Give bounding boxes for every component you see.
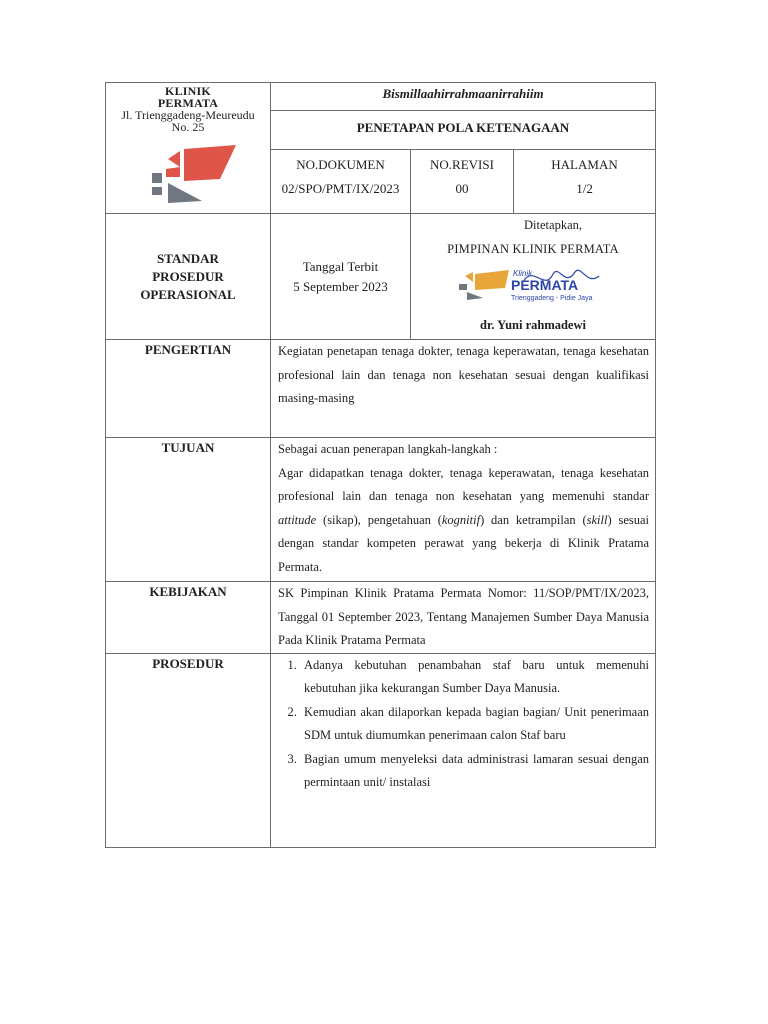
document-title: PENETAPAN POLA KETENAGAAN <box>271 110 656 149</box>
tujuan-kognitif: kognitif <box>441 512 481 527</box>
tujuan-p4: ) sesuai dengan standar kompeten perawat yang bekerja di Klinik Pratama Permata. <box>278 512 650 574</box>
sop-table <box>105 82 656 848</box>
tujuan-p1: Agar didapatkan tenaga dokter, tenaga keperawatan, tenaga kesehatan profesional lain dan tenaga non kesehatan yang memenuhi standar <box>278 465 650 503</box>
bismillah: Bismillaahirrahmaanirrahiim <box>271 83 656 111</box>
logo-grey-small <box>152 187 162 195</box>
prosedur-list <box>278 654 649 795</box>
ditetapkan-label: Ditetapkan, <box>524 218 582 232</box>
logo-red-triangle <box>168 151 180 167</box>
no-revisi-label: NO.REVISI <box>430 156 494 172</box>
stamp-grey-shape-1 <box>459 284 467 290</box>
stamp-grey-shape-2 <box>467 292 483 300</box>
tanggal-terbit-label: Tanggal Terbit <box>302 258 379 274</box>
clinic-header <box>106 83 271 214</box>
no-dokumen-label: NO.DOKUMEN <box>296 156 385 172</box>
no-dokumen-value: 02/SPO/PMT/IX/2023 <box>281 180 400 196</box>
logo-red-shape <box>184 145 236 181</box>
tujuan-attitude: attitude <box>278 512 317 527</box>
prosedur-item: 2. Kemudian akan dilaporkan kepada bagian bagian/ Unit penerimaan SDM untuk diumumkan penerimaan calon Staf baru <box>300 701 649 748</box>
signature-stamp <box>411 262 655 310</box>
pengertian-body <box>271 340 656 438</box>
tujuan-p2: (sikap), pengetahuan ( <box>316 512 442 527</box>
prosedur-item: 3. Bagian umum menyeleksi data administrasi lamaran sesuai dengan permintaan unit/ instalasi <box>300 748 649 795</box>
clinic-name-line1: KLINIK <box>165 84 211 98</box>
stamp-orange-small <box>465 272 473 282</box>
clinic-address-line2: No. 25 <box>171 120 205 134</box>
logo-grey-square <box>152 173 162 183</box>
sop-label-line3: OPERASIONAL <box>140 286 236 302</box>
no-dokumen-cell <box>271 149 411 213</box>
halaman-label: HALAMAN <box>551 156 618 172</box>
halaman-value: 1/2 <box>576 180 593 196</box>
prosedur-label: PROSEDUR <box>106 653 271 847</box>
pengertian-text: Kegiatan penetapan tenaga dokter, tenaga keperawatan, tenaga kesehatan profesional lain dan tenaga non kesehatan sesuai dengan kualifikasi masing-masing <box>278 344 650 405</box>
sop-label-line1: STANDAR <box>157 250 219 266</box>
logo-red-small <box>166 167 180 177</box>
pengertian-label: PENGERTIAN <box>106 340 271 438</box>
tujuan-label: TUJUAN <box>106 438 271 582</box>
clinic-logo <box>106 143 270 213</box>
tujuan-body <box>271 438 656 582</box>
prosedur-item: 1. Adanya kebutuhan penambahan staf baru untuk memenuhi kebutuhan jika kekurangan Sumber Daya Manusia. <box>300 654 649 701</box>
kebijakan-text: SK Pimpinan Klinik Pratama Permata Nomor: 11/SOP/PMT/IX/2023, Tanggal 01 September 2023, Tentang Manajemen Sumber Daya Manusia Pada Klinik Pratama Permata <box>278 586 650 647</box>
no-revisi-cell <box>411 149 514 213</box>
kebijakan-label: KEBIJAKAN <box>106 582 271 654</box>
kebijakan-body <box>271 582 656 654</box>
tujuan-skill: skill <box>586 512 608 527</box>
clinic-address-line1: Jl. Trienggadeng-Meureudu <box>121 108 255 122</box>
stamp-permata-text: PERMATA <box>511 277 579 293</box>
halaman-cell <box>514 149 656 213</box>
doctor-name: dr. Yuni rahmadewi <box>480 318 586 332</box>
stamp-klinik-text: Klinik <box>513 269 533 278</box>
logo-grey-triangle <box>168 183 202 203</box>
tujuan-paragraph <box>278 462 649 580</box>
sop-label <box>106 214 271 340</box>
stamp-sub-text: Trienggadeng - Pidie Jaya <box>511 295 593 302</box>
tujuan-line1: Sebagai acuan penerapan langkah-langkah : <box>278 442 498 456</box>
tanggal-terbit-value: 5 September 2023 <box>293 278 388 294</box>
stamp-orange-shape <box>475 270 509 290</box>
prosedur-body <box>271 653 656 847</box>
tanggal-terbit-cell <box>271 214 411 340</box>
pimpinan-label: PIMPINAN KLINIK PERMATA <box>447 242 619 256</box>
clinic-name-line2: PERMATA <box>157 96 219 110</box>
no-revisi-value: 00 <box>455 180 469 196</box>
tujuan-p3: ) dan ketrampilan ( <box>480 512 587 527</box>
sop-label-line2: PROSEDUR <box>152 268 224 284</box>
ditetapkan-cell <box>411 214 656 340</box>
